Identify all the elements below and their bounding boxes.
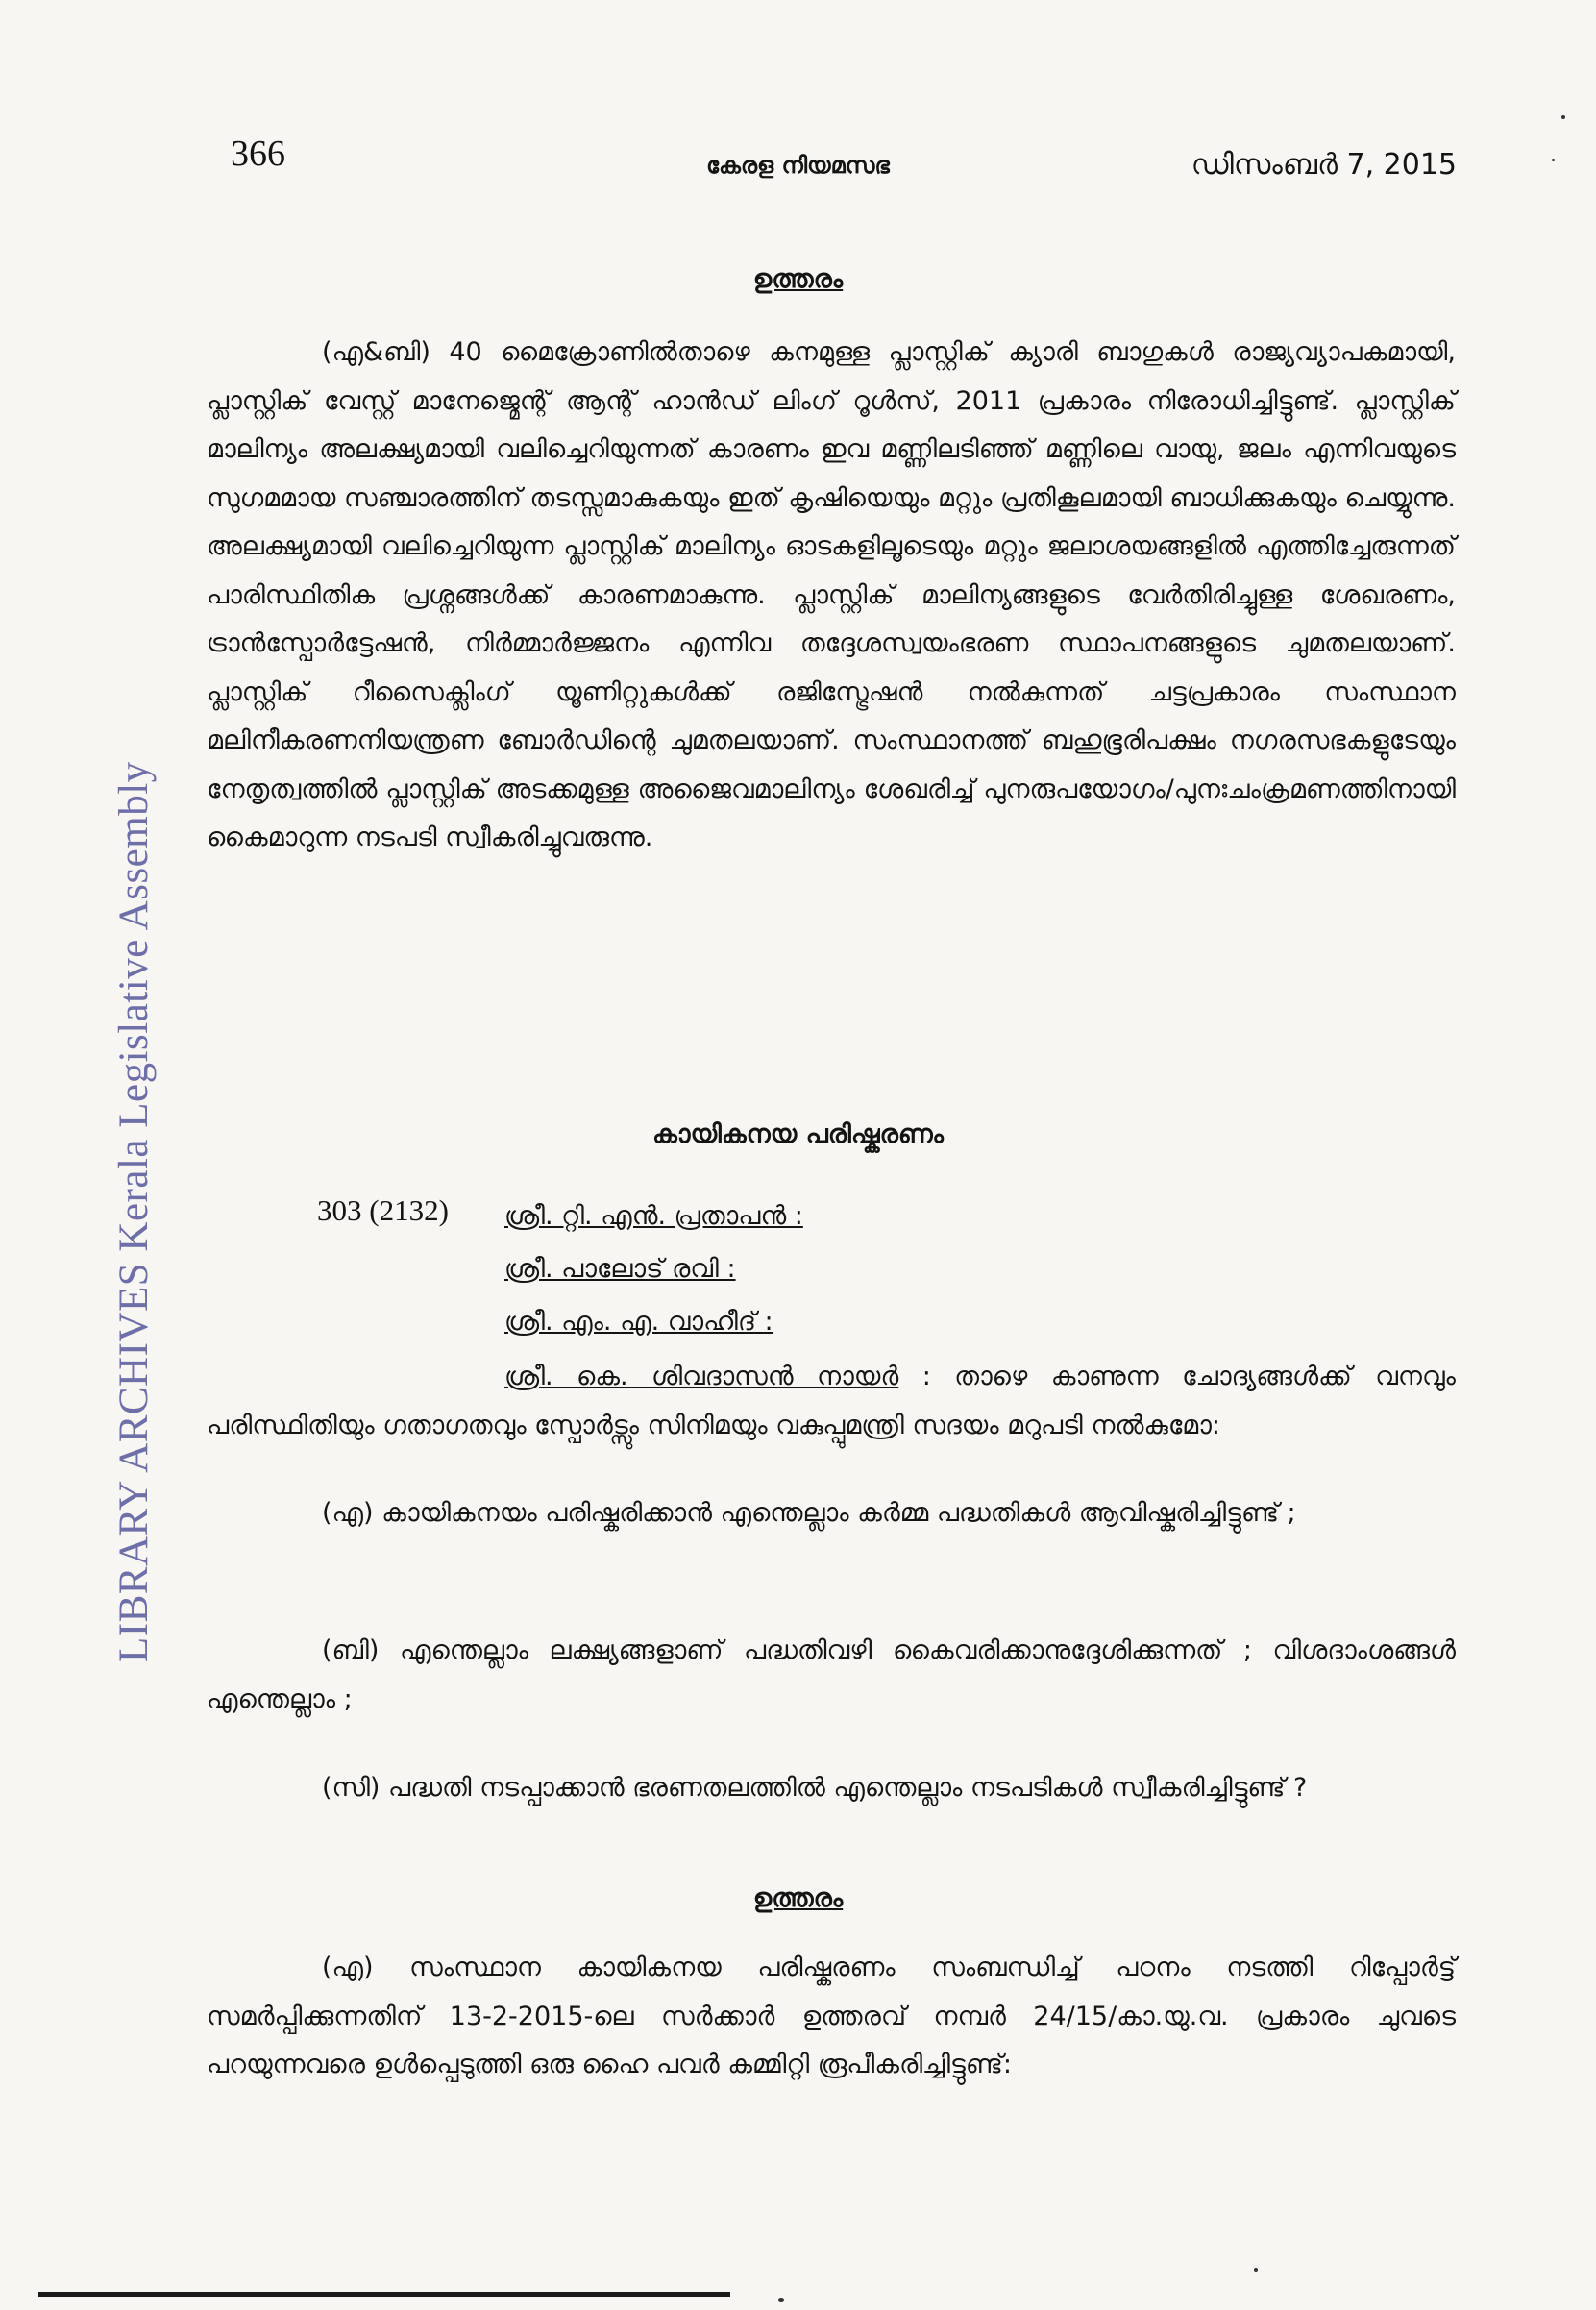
scan-speck — [1561, 115, 1565, 119]
mla-name-4: ശ്രീ. കെ. ശിവദാസൻ നായർ — [504, 1362, 899, 1391]
scan-speck — [1254, 2268, 1258, 2272]
answer-heading-1: ഉത്തരം — [752, 264, 844, 294]
scan-speck — [778, 2298, 784, 2302]
answer-heading-2: ഉത്തരം — [752, 1883, 844, 1913]
publication-date: ഡിസംബർ 7, 2015 — [1191, 148, 1457, 182]
question-number: 303 (2132) — [317, 1193, 449, 1227]
question-part-c: (സി) പദ്ധതി നടപ്പാക്കാൻ ഭരണതലത്തിൽ എന്തെല്ലാം നടപടികൾ സ്വീകരിച്ചിട്ടുണ്ട് ? — [322, 1773, 1308, 1803]
mla-name-3: ശ്രീ. എം. എ. വാഹീദ് : — [504, 1307, 773, 1337]
question-intro: ശ്രീ. കെ. ശിവദാസൻ നായർ : താഴെ കാണുന്ന ചോദ്യങ്ങൾക്ക് വനവും പരിസ്ഥിതിയും ഗതാഗതവും സ്പോർട്സും സിനിമയും വകുപ്പുമന്ത്രി സദയം മറുപടി നൽകുമോ: — [207, 1362, 1456, 1440]
archive-watermark: LIBRARY ARCHIVES Kerala Legislative Assembly — [111, 761, 157, 1662]
mla-name-1: ശ്രീ. റ്റി. എൻ. പ്രതാപൻ : — [504, 1201, 803, 1231]
page-edge-rule — [38, 2292, 730, 2297]
answer-1-text: (എ&ബി) 40 മൈക്രോണിൽതാഴെ കനമുള്ള പ്ലാസ്റ്റിക് ക്യാരി ബാഗുകൾ രാജ്യവ്യാപകമായി, പ്ലാസ്റ്റിക് വേസ്റ്റ് മാനേജ്മെന്റ് ആന്റ് ഹാൻഡ് ലിംഗ് റൂൾസ്, 2011 പ്രകാരം നിരോധിച്ചിട്ടുണ്ട്. പ്ലാസ്റ്റിക് മാലിന്യം അലക്ഷ്യമായി വലിച്ചെറിയുന്നത് കാരണം ഇവ മണ്ണിലടിഞ്ഞ് മണ്ണിലെ വായു, ജലം എന്നിവയുടെ സുഗമമായ സഞ്ചാരത്തിന് തടസ്സമാകുകയും ഇത് കൃഷിയെയും മറ്റും പ്രതികൂലമായി ബാധിക്കുകയും ചെയ്യുന്നു. അലക്ഷ്യമായി വലിച്ചെറിയുന്ന പ്ലാസ്റ്റിക് മാലിന്യം ഓടകളിലൂടെയും മറ്റും ജലാശയങ്ങളിൽ എത്തിച്ചേരുന്നത് പാരിസ്ഥിതിക പ്രശ്നങ്ങൾക്ക് കാരണമാകുന്നു. പ്ലാസ്റ്റിക് മാലിന്യങ്ങളുടെ വേർതിരിച്ചുള്ള ശേഖരണം, ട്രാൻസ്പോർട്ടേഷൻ, നിർമ്മാർജ്ജനം എന്നിവ തദ്ദേശസ്വയംഭരണ സ്ഥാപനങ്ങളുടെ ചുമതലയാണ്. പ്ലാസ്റ്റിക് റീസൈക്ലിംഗ് യൂണിറ്റുകൾക്ക് രജിസ്ട്രേഷൻ നൽകുന്നത് ചട്ടപ്രകാരം സംസ്ഥാന മലിനീകരണനിയന്ത്രണ ബോർഡിന്റെ ചുമതലയാണ്. സംസ്ഥാനത്ത് ബഹുഭൂരിപക്ഷം നഗരസഭകളുടേയും നേതൃത്വത്തിൽ പ്ലാസ്റ്റിക് അടക്കമുള്ള അജൈവമാലിന്യം ശേഖരിച്ച് പുനരുപയോഗം/പുനഃചംക്രമണത്തിനായി കൈമാറുന്ന നടപടി സ്വീകരിച്ചുവരുന്നു. — [207, 337, 1456, 852]
answer-2-text: (എ) സംസ്ഥാന കായികനയ പരിഷ്കരണം സംബന്ധിച്ച് പഠനം നടത്തി റിപ്പോർട്ട് സമർപ്പിക്കുന്നതിന് 13-2-2015-ലെ സർക്കാർ ഉത്തരവ് നമ്പർ 24/15/കാ.യു.വ. പ്രകാരം ചുവടെ പറയുന്നവരെ ഉൾപ്പെടുത്തി ഒരു ഹൈ പവർ കമ്മിറ്റി രൂപീകരിച്ചിട്ടുണ്ട്: — [207, 1953, 1456, 2079]
question-heading: കായികനയ പരിഷ്കരണം — [652, 1119, 944, 1149]
question-part-b: (ബി) എന്തെല്ലാം ലക്ഷ്യങ്ങളാണ് പദ്ധതിവഴി കൈവരിക്കാനുദ്ദേശിക്കുന്നത് ; വിശദാംശങ്ങൾ എന്തെല്ലാം ; — [207, 1635, 1456, 1714]
publication-title: കേരള നിയമസഭ — [706, 152, 890, 179]
mla-name-2: ശ്രീ. പാലോട് രവി : — [504, 1254, 736, 1284]
page-number: 366 — [231, 134, 285, 174]
question-part-a: (എ) കായികനയം പരിഷ്കരിക്കാൻ എന്തെല്ലാം കർമ്മ പദ്ധതികൾ ആവിഷ്കരിച്ചിട്ടുണ്ട് ; — [322, 1498, 1296, 1528]
scan-speck — [1552, 159, 1555, 161]
